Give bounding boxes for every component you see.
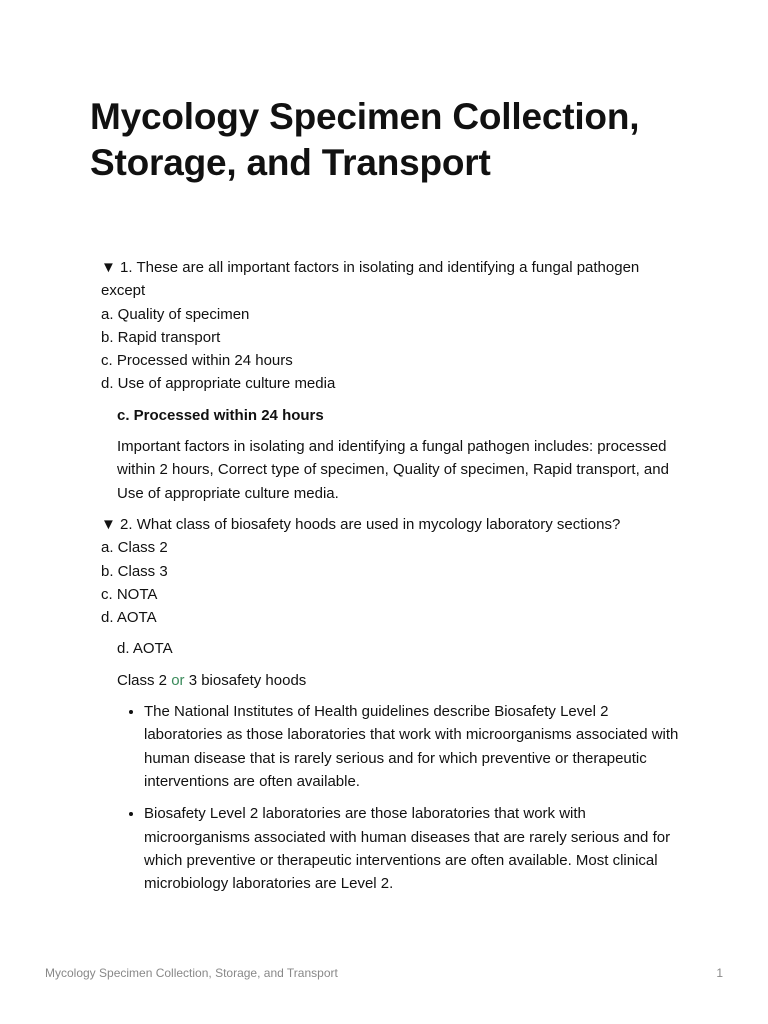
option-2a: a. Class 2: [101, 539, 168, 557]
toggle-arrow-icon[interactable]: ▼: [101, 515, 116, 533]
question-1-text: 1. These are all important factors in isolating and identifying a fungal pathogen except: [101, 259, 640, 300]
option-1d: d. Use of appropriate culture media: [101, 375, 336, 393]
explanation-2-part: 3 biosafety hoods: [184, 671, 307, 689]
page-title: Mycology Specimen Collection, Storage, and Transport: [90, 96, 640, 183]
answer-1: c. Processed within 24 hours: [117, 406, 324, 424]
question-2[interactable]: [101, 513, 681, 536]
option-1c: c. Processed within 24 hours: [101, 352, 293, 370]
option-1a: a. Quality of specimen: [101, 305, 250, 323]
option-2c: c. NOTA: [101, 585, 158, 603]
document-body: [101, 256, 681, 904]
explanation-2: [117, 669, 681, 692]
question-block-2: [101, 513, 681, 895]
option-2d: d. AOTA: [101, 609, 157, 627]
option-2b: b. Class 3: [101, 562, 168, 580]
question-block-1: [101, 256, 681, 505]
list-item: • Biosafety Level 2 laboratories are those laboratories that work with microorganisms associated with human diseases that are rarely serious and for which preventive or therapeutic interventions are often available. Most clinical microbiology laboratories are Level 2.: [144, 802, 681, 895]
question-2-text: 2. What class of biosafety hoods are used in mycology laboratory sections?: [120, 515, 621, 533]
page-footer: [45, 966, 723, 980]
question-1[interactable]: [101, 256, 681, 303]
explanation-1: Important factors in isolating and identifying a fungal pathogen includes: processed within 2 hours, Correct type of specimen, Quality of specimen, Rapid transport, and Use of appropriate culture media.: [117, 438, 669, 502]
answer-section-1: [101, 404, 681, 505]
toggle-arrow-icon[interactable]: ▼: [101, 259, 116, 276]
footer-title: Mycology Specimen Collection, Storage, and Transport: [45, 966, 338, 980]
explanation-2-part: Class 2: [117, 671, 172, 689]
answer-section-2: [101, 637, 681, 895]
list-item: • The National Institutes of Health guidelines describe Biosafety Level 2 laboratories as those laboratories that work with microorganisms associated with human disease that is rarely serious and for which preventive or therapeutic interventions are often available.: [144, 700, 681, 793]
explanation-2-highlight: or: [171, 671, 185, 689]
option-1b: b. Rapid transport: [101, 328, 221, 346]
page-number: 1: [716, 966, 723, 980]
bullet-list: [117, 700, 681, 895]
answer-2: d. AOTA: [117, 640, 173, 658]
